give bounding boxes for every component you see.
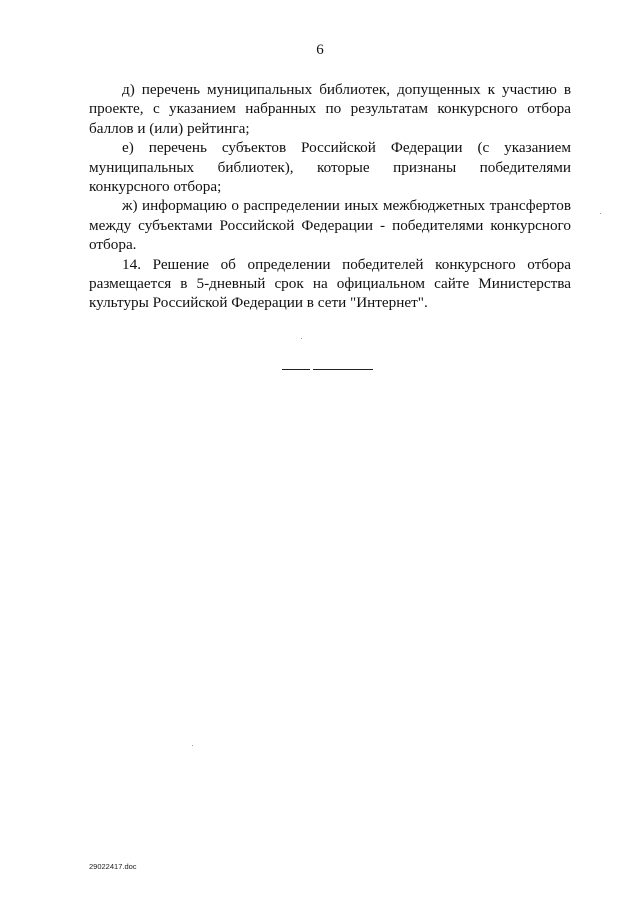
paragraph-item-zh: ж) информацию о распределении иных межбюджетных трансфертов между субъектами Российской Федерации - победителями конкурсного отбора. [89,197,571,254]
page-number: 6 [316,42,324,58]
document-file-id: 29022417.doc [89,862,137,871]
paragraph-section-14: 14. Решение об определении победителей конкурсного отбора размещается в 5-дневный срок на официальном сайте Министерства культуры Российской Федерации в сети "Интернет". [89,255,571,312]
paragraph-item-e: е) перечень субъектов Российской Федерации (с указанием муниципальных библиотек), которые признаны победителями конкурсного отбора; [89,139,571,196]
document-body [89,80,571,313]
end-rule-segment [282,369,310,370]
scan-speck [600,213,601,214]
scan-speck [192,745,193,746]
end-rule-segment [313,369,373,370]
paragraph-item-d: д) перечень муниципальных библиотек, допущенных к участию в проекте, с указанием набранных по результатам конкурсного отбора баллов и (или) рейтинга; [89,81,571,137]
scan-speck [301,338,302,339]
